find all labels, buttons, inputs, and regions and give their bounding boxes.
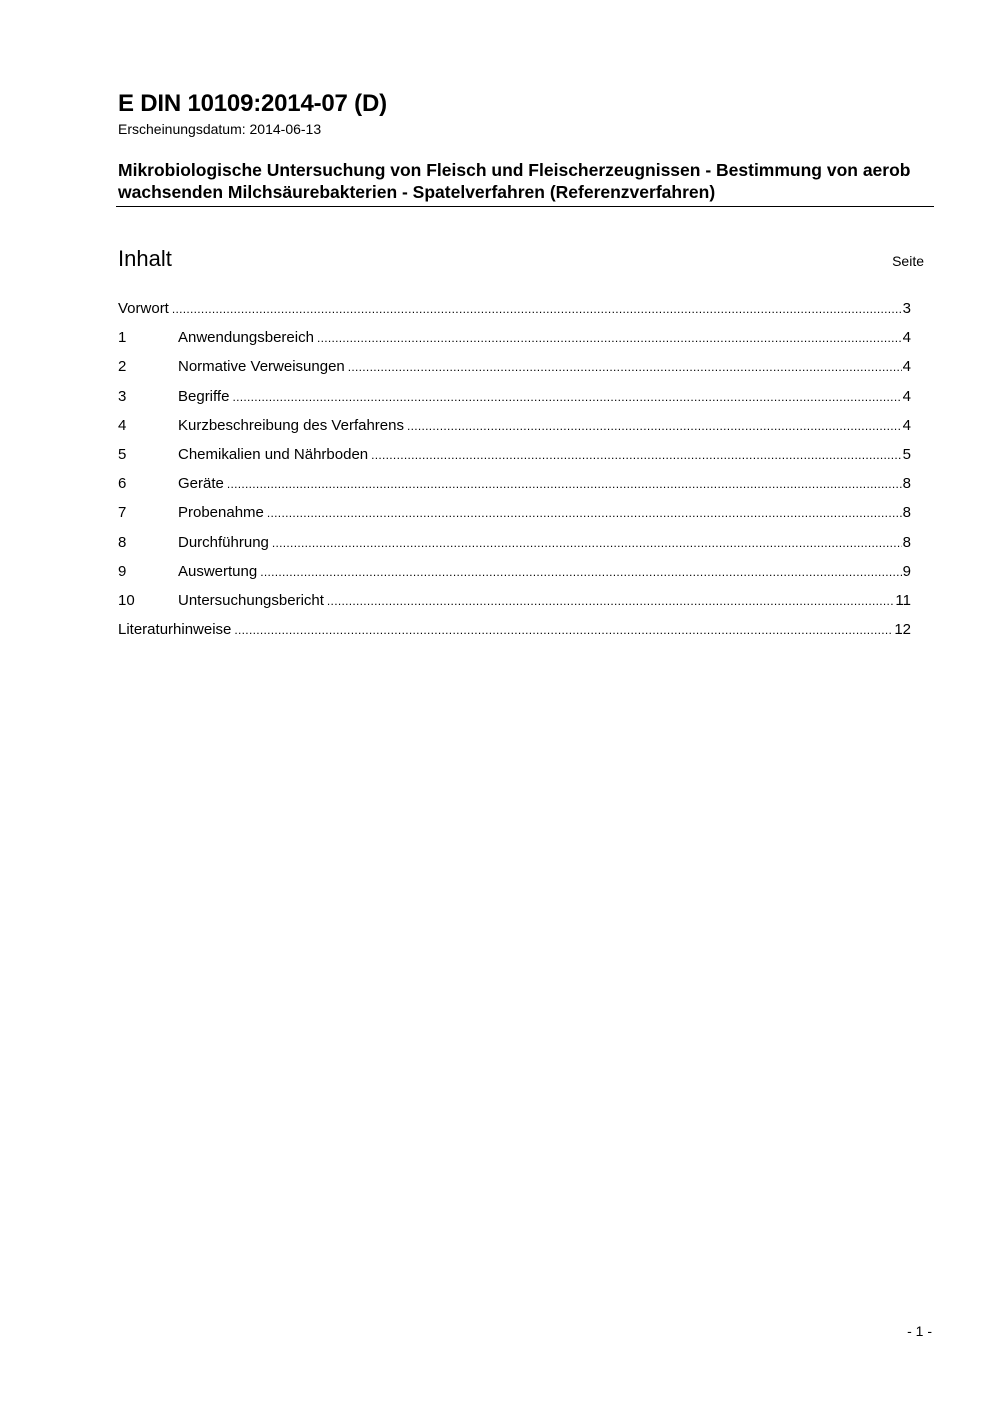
toc-entry[interactable] — [118, 417, 911, 446]
toc-dot-leader — [227, 477, 902, 491]
toc-entry[interactable] — [118, 300, 911, 329]
toc-entry-page: 4 — [902, 329, 911, 347]
toc-entry-page: 11 — [895, 591, 911, 609]
toc-entry-page: 3 — [902, 300, 911, 317]
toc-entry[interactable] — [118, 329, 911, 358]
toc-dot-leader — [348, 360, 902, 374]
document-title: Mikrobiologische Untersuchung von Fleisch und Fleischerzeugnissen - Bestimmung von aerob wachsenden Milchsäurebakterien - Spatelverfahren (Referenzverfahren) — [118, 160, 911, 202]
toc-dot-leader — [260, 565, 901, 579]
toc-entry-title: Auswertung — [178, 562, 258, 580]
toc-entry[interactable] — [118, 388, 911, 417]
toc-dot-leader — [371, 448, 902, 462]
toc-entry-number: 7 — [118, 504, 127, 522]
toc-entry[interactable] — [118, 446, 911, 475]
toc-entry-title: Vorwort — [118, 300, 169, 317]
toc-entry-page: 4 — [902, 416, 911, 434]
toc-entry-page: 9 — [902, 562, 911, 580]
toc-entry-title: Probenahme — [178, 504, 264, 522]
table-of-contents — [118, 300, 911, 650]
toc-entry-title: Untersuchungsbericht — [178, 591, 324, 609]
toc-entry-number: 8 — [118, 533, 127, 551]
toc-entry-page: 12 — [894, 621, 911, 639]
toc-dot-leader — [272, 536, 902, 550]
toc-entry[interactable] — [118, 504, 911, 533]
toc-entry-page: 4 — [902, 387, 911, 405]
toc-entry-number: 6 — [118, 475, 127, 493]
toc-dot-leader — [234, 623, 893, 637]
toc-page-column-header: Seite — [892, 253, 924, 269]
toc-dot-leader — [267, 506, 902, 520]
toc-entry-number: 1 — [118, 329, 127, 347]
toc-entry-title: Normative Verweisungen — [178, 358, 345, 376]
toc-entry-number: 9 — [118, 562, 127, 580]
toc-entry-page: 8 — [902, 504, 911, 522]
toc-entry-number: 3 — [118, 387, 127, 405]
toc-entry-page: 5 — [902, 445, 911, 463]
title-divider — [116, 206, 934, 207]
toc-entry[interactable] — [118, 534, 911, 563]
document-id: E DIN 10109:2014-07 (D) — [118, 90, 387, 117]
toc-entry-title: Literaturhinweise — [118, 621, 232, 639]
toc-entry-title: Chemikalien und Nährboden — [178, 445, 369, 463]
toc-entry-page: 8 — [902, 475, 911, 493]
publication-date: Erscheinungsdatum: 2014-06-13 — [118, 121, 322, 137]
toc-entry-title: Durchführung — [178, 533, 269, 551]
toc-entry-title: Geräte — [178, 475, 224, 493]
toc-entry[interactable] — [118, 563, 911, 592]
toc-dot-leader — [407, 419, 902, 433]
toc-entry-number: 10 — [118, 591, 135, 609]
toc-dot-leader — [232, 390, 901, 404]
toc-entry[interactable] — [118, 621, 911, 650]
toc-entry[interactable] — [118, 592, 911, 621]
toc-entry-title: Kurzbeschreibung des Verfahrens — [178, 416, 404, 434]
toc-entry[interactable] — [118, 475, 911, 504]
toc-entry-number: 5 — [118, 445, 127, 463]
toc-entry-number: 2 — [118, 358, 127, 376]
page-number: - 1 - — [907, 1323, 932, 1339]
toc-entry-title: Anwendungsbereich — [178, 329, 314, 347]
toc-heading: Inhalt — [118, 246, 172, 271]
toc-entry-title: Begriffe — [178, 387, 230, 405]
toc-entry[interactable] — [118, 358, 911, 387]
toc-dot-leader — [327, 594, 895, 608]
toc-entry-number: 4 — [118, 416, 127, 434]
toc-entry-page: 8 — [902, 533, 911, 551]
toc-dot-leader — [317, 331, 902, 345]
toc-dot-leader — [172, 302, 902, 316]
toc-entry-page: 4 — [902, 358, 911, 376]
